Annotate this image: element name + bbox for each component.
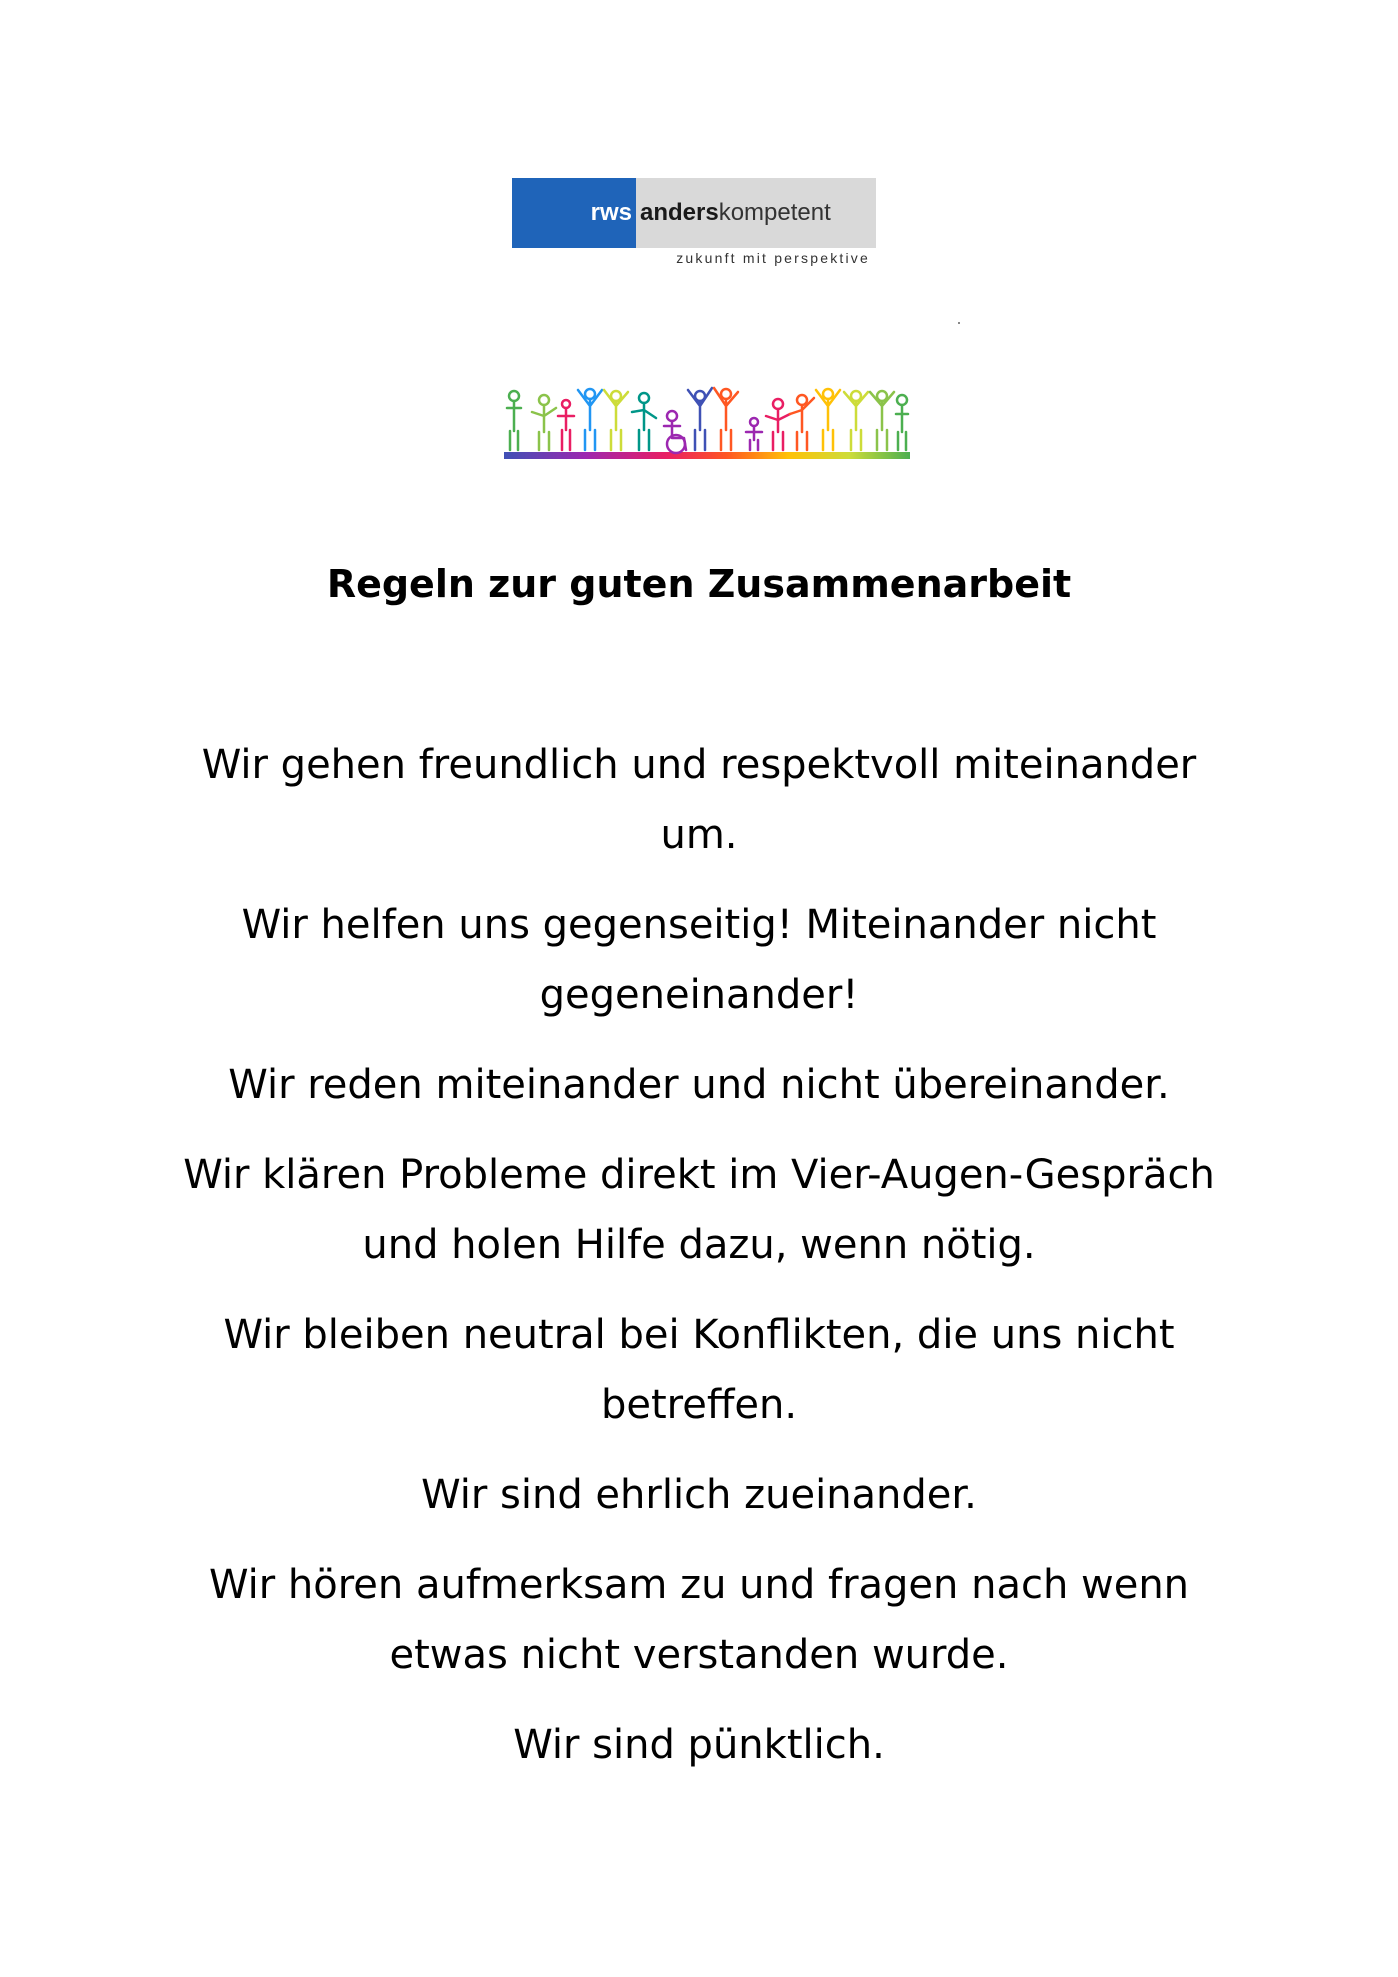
logo-anders-text: anders [640,199,719,226]
logo-rws-text: rws [590,199,632,226]
page-title: Regeln zur guten Zusammenarbeit [326,562,1072,606]
logo-kompetent-text: kompetent [718,199,831,226]
rule-item-2: Wir helfen uns gegenseitig! Miteinander nicht gegeneinander! [241,902,1157,1018]
stray-dot [958,322,960,324]
logo-anderskompetent-block [636,178,876,248]
logo-rws-block [512,178,636,248]
rule-item-8: Wir sind pünktlich. [513,1722,885,1768]
diverse-people-rainbow-icon [504,386,910,460]
rules-list [159,730,1239,1800]
rule-item-3: Wir reden miteinander und nicht übereinander. [228,1062,1170,1108]
logo-bar [512,178,876,248]
rule-item-5: Wir bleiben neutral bei Konflikten, die uns nicht betreffen. [223,1312,1175,1428]
rule-item-1: Wir gehen freundlich und respektvoll miteinander um. [201,742,1197,858]
logo-tagline: zukunft mit perspektive [676,250,870,266]
rule-item-4: Wir klären Probleme direkt im Vier-Augen-Gespräch und holen Hilfe dazu, wenn nötig. [183,1152,1215,1268]
rule-item-6: Wir sind ehrlich zueinander. [421,1472,977,1518]
rule-item-7: Wir hören aufmerksam zu und fragen nach wenn etwas nicht verstanden wurde. [208,1562,1190,1678]
company-logo [512,178,876,270]
